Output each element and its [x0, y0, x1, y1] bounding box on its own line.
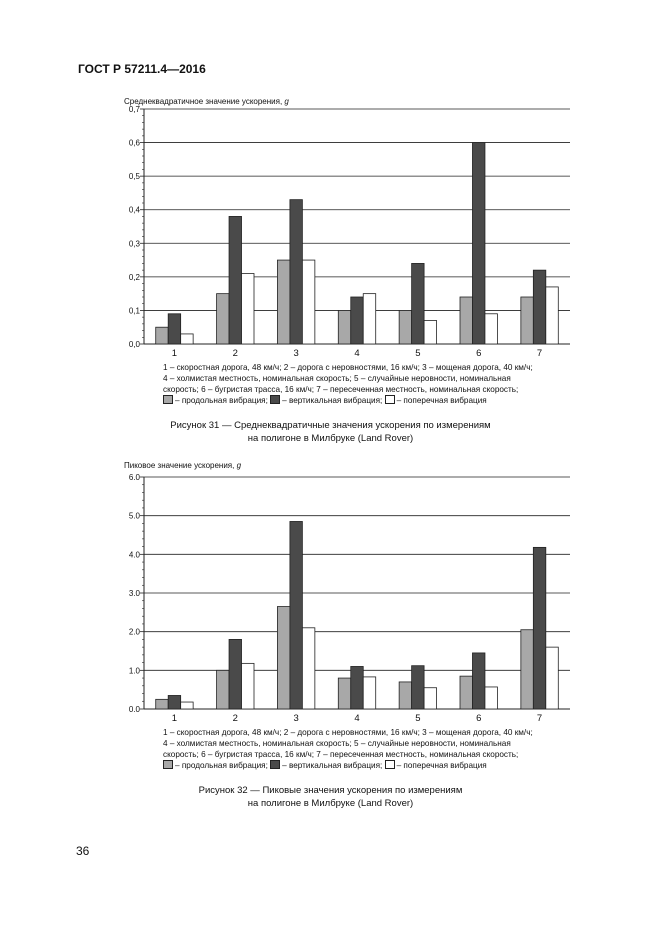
chart2-bar-longitudinal	[156, 699, 168, 709]
chart1-x-tick-label: 6	[476, 348, 482, 359]
chart1-x-tick-label: 4	[354, 348, 360, 359]
legend-swatch-vertical	[270, 760, 280, 769]
chart2-bar-longitudinal	[338, 678, 350, 709]
legend-label-transverse: – поперечная вибрация	[396, 396, 487, 405]
chart2-bar-longitudinal	[277, 607, 289, 709]
chart2-bar-transverse	[242, 663, 254, 709]
legend-label-vertical: – вертикальная вибрация;	[282, 396, 383, 405]
chart2-bar-vertical	[351, 666, 363, 709]
chart1-y-tick-label: 0,0	[128, 340, 140, 349]
chart2-caption	[0, 784, 661, 810]
chart2-bar-vertical	[472, 653, 484, 709]
chart1-y-tick-label: 0,6	[128, 138, 140, 148]
chart2-bar-transverse	[546, 647, 558, 709]
chart2-bar-vertical	[168, 695, 180, 709]
chart2-bar-vertical	[412, 666, 424, 709]
legend-swatch-longitudinal	[163, 760, 173, 769]
chart2-bar-vertical	[533, 547, 545, 709]
chart1-x-tick-label: 1	[171, 348, 178, 359]
chart2-x-tick-label: 1	[171, 713, 178, 724]
chart2-bar-longitudinal	[399, 682, 411, 709]
chart2-y-tick-label: 1.0	[128, 666, 140, 676]
chart1-x-tick-label: 7	[536, 348, 543, 359]
chart1-y-tick-label: 0,2	[128, 272, 140, 282]
legend-swatch-transverse	[385, 760, 395, 769]
chart1-y-tick-label: 0,1	[128, 306, 140, 316]
caption-line: Рисунок 31 — Среднеквадратичные значения ускорения по измерениям	[170, 420, 491, 431]
chart2-y-tick-label: 3.0	[128, 589, 140, 598]
chart2-legend	[163, 727, 533, 771]
legend-label-longitudinal: – продольная вибрация;	[175, 396, 268, 405]
chart2-bar-transverse	[424, 688, 436, 709]
document-header: ГОСТ Р 57211.4—2016	[78, 62, 206, 76]
chart2-y-tick-label: 0.0	[128, 705, 140, 714]
chart2-y-tick-label: 5.0	[128, 511, 140, 521]
chart2-x-tick-label: 7	[536, 713, 543, 724]
chart2-legend-line: 1 – скоростная дорога, 48 км/ч; 2 – дорога с неровностями, 16 км/ч; 3 – мощеная дорога, 40 км/ч;	[163, 728, 533, 737]
chart2-bar-transverse	[485, 687, 497, 709]
chart2-y-tick-label: 6.0	[128, 473, 140, 482]
chart2-y-axis-label: Пиковое значение ускорения, g	[124, 461, 242, 470]
chart1-x-tick-label: 3	[293, 348, 299, 359]
chart1-y-tick-label: 0,4	[128, 205, 140, 215]
chart2-bar-longitudinal	[217, 670, 229, 709]
chart1-legend-line: 1 – скоростная дорога, 48 км/ч; 2 – дорога с неровностями, 16 км/ч; 3 – мощеная дорога, 40 км/ч;	[163, 363, 533, 372]
chart1-y-tick-label: 0,3	[128, 239, 140, 249]
page-number: 36	[76, 844, 90, 858]
chart1-legend-line: 4 – холмистая местность, номинальная скорость; 5 – случайные неровности, номинальная	[163, 374, 511, 383]
caption-line: на полигоне в Милбруке (Land Rover)	[247, 798, 414, 809]
chart2-bar-transverse	[302, 628, 314, 709]
chart2-bar-longitudinal	[521, 630, 533, 709]
chart2-legend-line: 4 – холмистая местность, номинальная скорость; 5 – случайные неровности, номинальная	[163, 739, 511, 748]
caption-line: на полигоне в Милбруке (Land Rover)	[247, 433, 414, 444]
chart2-bar-longitudinal	[460, 676, 472, 709]
chart2-x-tick-label: 6	[476, 713, 482, 724]
chart2-y-tick-label: 4.0	[128, 550, 140, 560]
chart2-x-tick-label: 2	[232, 713, 238, 724]
chart2-bar-transverse	[363, 677, 375, 709]
chart1-legend-line: скорость; 6 – бугристая трасса, 16 км/ч; 7 – пересеченная местность, номинальная скорость;	[163, 385, 519, 394]
legend-label-longitudinal: – продольная вибрация;	[175, 761, 268, 770]
chart2-bar-vertical	[229, 639, 241, 709]
chart2-legend-line: скорость; 6 – бугристая трасса, 16 км/ч; 7 – пересеченная местность, номинальная скорость;	[163, 750, 519, 759]
chart2-bar-vertical	[290, 521, 302, 709]
legend-label-vertical: – вертикальная вибрация;	[282, 761, 383, 770]
chart1-x-tick-label: 2	[232, 348, 238, 359]
chart1-y-tick-label: 0,7	[128, 105, 140, 114]
chart2-x-tick-label: 5	[415, 713, 421, 724]
chart2-x-tick-label: 4	[354, 713, 360, 724]
chart1-y-tick-label: 0,5	[128, 172, 140, 182]
chart2-bar-transverse	[181, 702, 193, 709]
caption-line: Рисунок 32 — Пиковые значения ускорения по измерениям	[198, 785, 463, 796]
chart2-x-tick-label: 3	[293, 713, 299, 724]
chart2-y-tick-label: 2.0	[128, 627, 140, 637]
legend-label-transverse: – поперечная вибрация	[396, 761, 487, 770]
chart1-x-tick-label: 5	[415, 348, 421, 359]
chart1-y-axis-label: Среднеквадратичное значение ускорения, g	[124, 97, 289, 106]
